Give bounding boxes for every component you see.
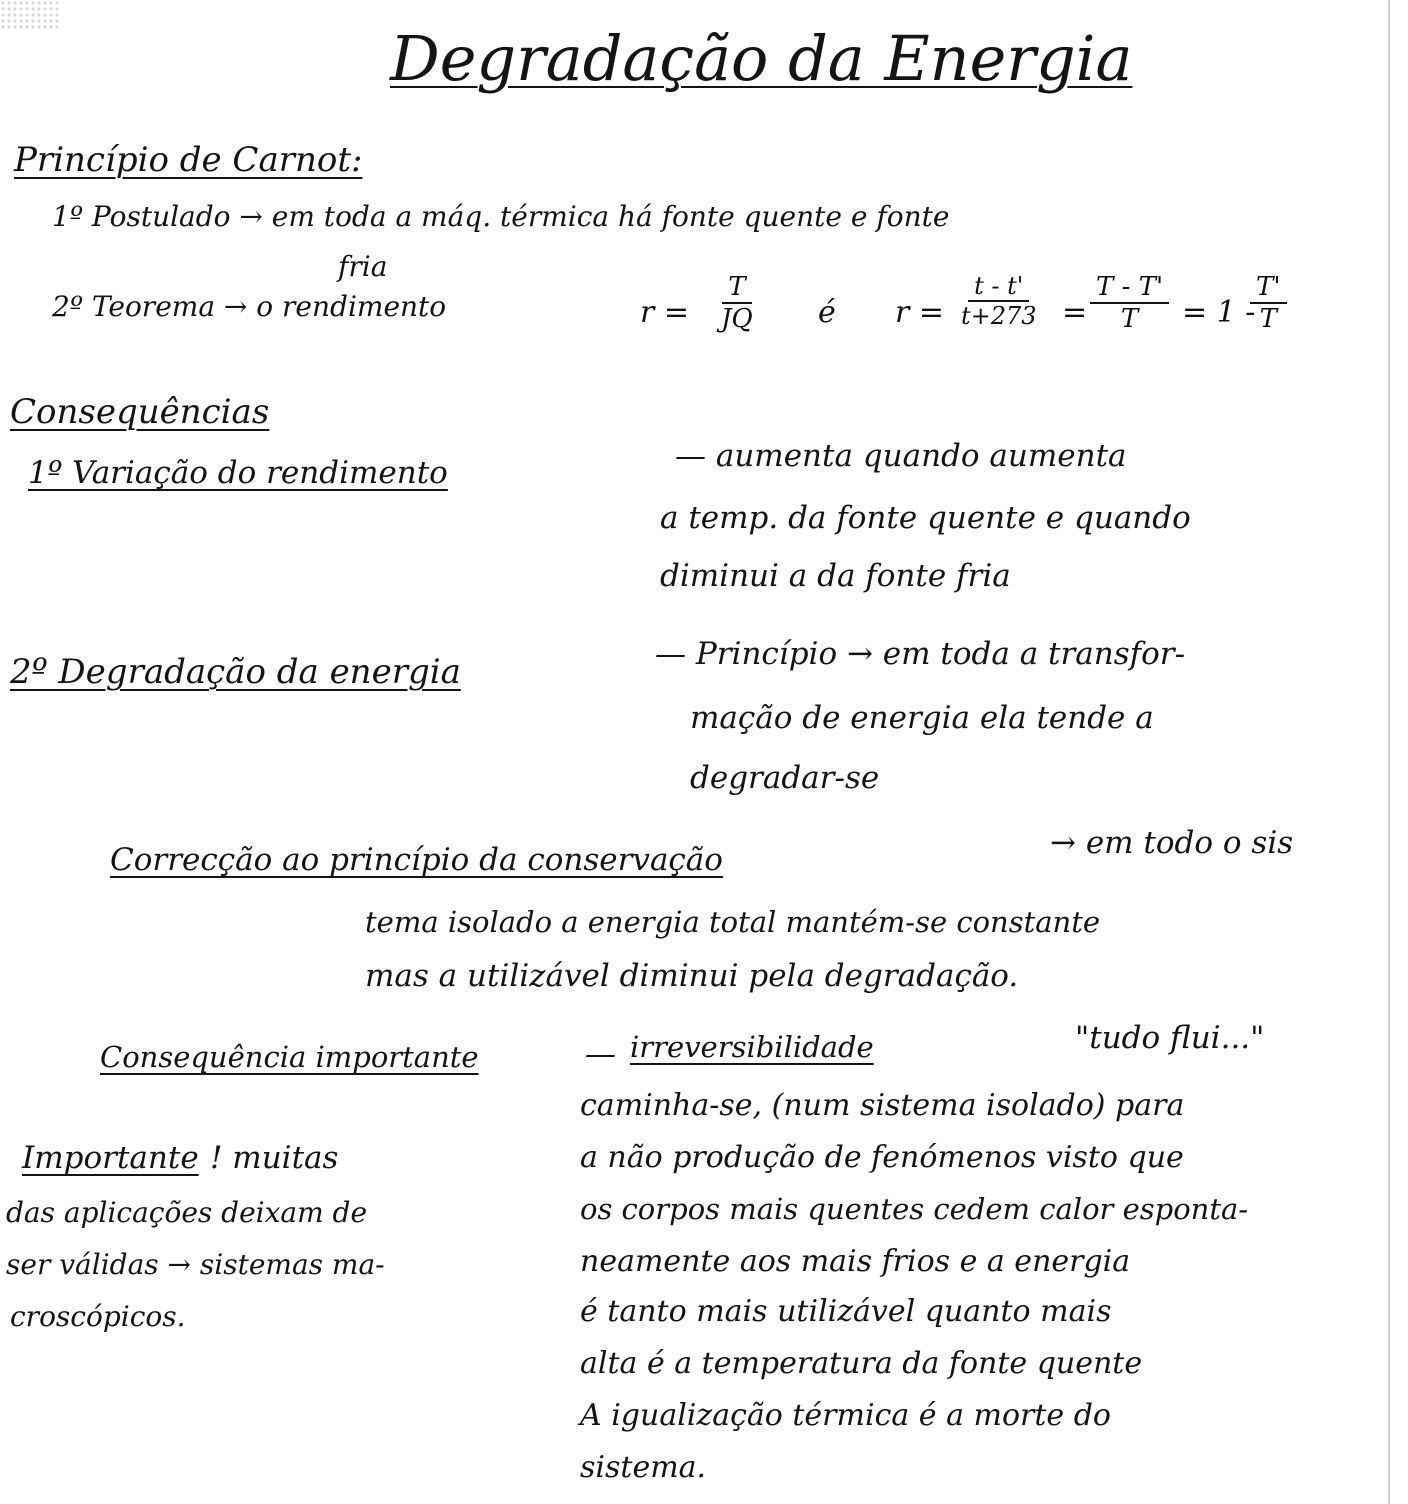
important-text-2: a não produção de fenómenos visto que [580,1140,1184,1175]
consequences-heading: Consequências [10,392,270,432]
formula-fraction-3 [1090,272,1169,334]
carnot-postulate: 1º Postulado → em toda a máq. térmica há fonte quente e fonte [52,200,950,233]
formula-or: é [818,295,836,330]
consequence-1-text-3: diminui a da fonte fria [660,558,1011,594]
correction-text-1: → em todo o sis [1050,825,1294,861]
important-text-4: neamente aos mais frios e a energia [580,1244,1131,1279]
important-text-7: A igualização térmica é a morte do [580,1398,1111,1433]
correction-text-3: mas a utilizável diminui pela degradação. [365,958,1019,994]
important-consequence-dash: — [585,1036,616,1072]
consequence-2-text-2: mação de energia ela tende a [690,700,1154,736]
formula-eq1: = [1062,295,1088,330]
side-note-text-2: das aplicações deixam de [6,1196,368,1229]
formula-fraction-4 [1250,272,1287,334]
formula-eq2: = 1 - [1182,295,1256,330]
important-text-5: é tanto mais utilizável quanto mais [580,1294,1112,1329]
important-quote: "tudo flui..." [1075,1020,1265,1056]
formula-r2-left: r = [895,295,945,330]
formula-r2-den: t+273 [961,302,1037,330]
formula-fraction-1 [715,272,759,334]
formula-r4-num: T' [1250,272,1287,304]
carnot-theorem: 2º Teorema → o rendimento [52,290,447,323]
important-text-8: sistema. [580,1450,707,1485]
formula-r1-left: r = [640,295,690,330]
correction-text-2: tema isolado a energia total mantém-se constante [365,905,1101,939]
consequence-1-text-1: — aumenta quando aumenta [675,438,1127,474]
side-note-text-4: croscópicos. [10,1300,186,1333]
side-note-text-1: ! muitas [210,1140,339,1176]
important-text-6: alta é a temperatura da fonte quente [580,1346,1143,1381]
page-title: Degradação da Energia [390,22,1133,95]
formula-r3-num: T - T' [1090,272,1169,304]
important-consequence-label: Consequência importante [100,1040,479,1074]
formula-r2-num: t - t' [968,272,1029,302]
correction-label: Correcção ao princípio da conservação [110,842,723,878]
carnot-postulate-cont: fria [338,250,388,283]
side-note-text-3: ser válidas → sistemas ma- [6,1248,385,1281]
carnot-heading: Princípio de Carnot: [14,140,363,180]
formula-fraction-2 [955,272,1043,330]
consequence-1-label: 1º Variação do rendimento [28,455,448,491]
irreversibility-word: irreversibilidade [630,1030,874,1064]
formula-r4-den: T [1259,304,1277,334]
formula-r1-num: T [722,272,751,304]
scan-edge-line [1388,0,1390,1504]
formula-r1-den: JQ [721,304,753,334]
formula-r3-den: T [1120,304,1139,334]
consequence-2-text-3: degradar-se [690,760,880,796]
important-text-3: os corpos mais quentes cedem calor esponta- [580,1192,1249,1226]
important-text-1: caminha-se, (num sistema isolado) para [580,1088,1185,1123]
scan-speckle [0,0,60,30]
consequence-2-text-1: — Princípio → em toda a transfor- [655,636,1186,672]
consequence-1-text-2: a temp. da fonte quente e quando [660,500,1191,536]
consequence-2-label: 2º Degradação da energia [10,652,461,692]
side-note-label: Importante [22,1140,199,1176]
